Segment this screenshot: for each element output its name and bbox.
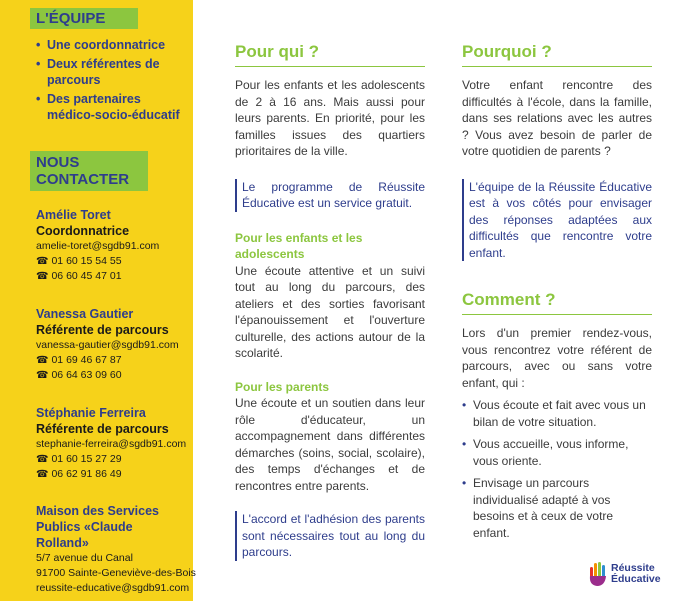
- contact-role: Coordonnatrice: [36, 224, 130, 238]
- divider: [235, 66, 425, 67]
- list-item: • Envisage un parcours individualisé adapté à vos besoins et à ceux de votre enfant.: [462, 475, 652, 541]
- address-name: Maison des Services Publics «Claude Rolland»: [36, 504, 159, 550]
- pourquoi-section: [462, 42, 652, 261]
- address-street: 5/7 avenue du Canal: [36, 552, 133, 564]
- contact-name: Stéphanie Ferreira: [36, 406, 146, 420]
- contact-phone[interactable]: ☎ 01 69 46 67 87: [36, 354, 122, 366]
- contact-mobile[interactable]: ☎ 06 62 91 86 49: [36, 468, 122, 480]
- comment-intro: Lors d'un premier rendez-vous, vous rencontrez votre référent de parcours, avec ou sans votre enfant, qui :: [462, 326, 652, 390]
- pour-qui-title: Pour qui ?: [235, 42, 320, 61]
- contact-email[interactable]: stephanie-ferreira@sgdb91.com: [36, 438, 187, 450]
- children-text: Une écoute attentive et un suivi tout au long du parcours, des ateliers et des sorties favorisant l'épanouissement et l'ouverture culturelle, des actions autour de la scolarité.: [235, 263, 425, 360]
- contact-email[interactable]: amelie-toret@sgdb91.com: [36, 240, 160, 252]
- hand-logo-icon: [588, 561, 608, 587]
- parents-note: L'accord et l'adhésion des parents sont nécessaires tout au long du parcours.: [235, 511, 425, 561]
- phone-icon: ☎: [36, 355, 49, 366]
- comment-list: [462, 397, 652, 541]
- phone-icon: ☎: [36, 370, 49, 381]
- list-item: • Une coordonnatrice: [36, 37, 186, 53]
- contact-role: Référente de parcours: [36, 422, 169, 436]
- comment-title: Comment ?: [462, 290, 556, 309]
- divider: [462, 314, 652, 315]
- pourquoi-note: L'équipe de la Réussite Éducative est à vos côtés pour envisager des réponses adaptées aux difficultés que rencontre votre enfant.: [462, 179, 652, 262]
- pour-qui-intro: Pour les enfants et les adolescents de 2 à 16 ans. Mais aussi pour leurs parents. En priorité, pour les familles issues des quartiers prioritaires de la ville.: [235, 78, 425, 158]
- contact-heading: NOUS CONTACTER: [30, 151, 148, 191]
- contact-card: [36, 207, 191, 284]
- contact-card: [36, 405, 191, 482]
- pour-qui-note: Le programme de Réussite Éducative est un service gratuit.: [235, 179, 425, 212]
- reussite-educative-logo: [588, 559, 688, 591]
- phone-icon: ☎: [36, 271, 49, 282]
- contact-phone[interactable]: ☎ 01 60 15 27 29: [36, 453, 122, 465]
- parents-title: Pour les parents: [235, 379, 330, 394]
- contact-card: [36, 306, 191, 383]
- list-item: • Vous écoute et fait avec vous un bilan de votre situation.: [462, 397, 652, 430]
- list-item: • Vous accueille, vous informe, vous oriente.: [462, 436, 652, 469]
- comment-section: [462, 290, 652, 547]
- address-email[interactable]: reussite-educative@sgdb91.com: [36, 582, 190, 594]
- contact-mobile[interactable]: ☎ 06 60 45 47 01: [36, 270, 122, 282]
- contact-phone[interactable]: ☎ 01 60 15 54 55: [36, 255, 122, 267]
- phone-icon: ☎: [36, 469, 49, 480]
- pourquoi-title: Pourquoi ?: [462, 42, 552, 61]
- divider: [462, 66, 652, 67]
- phone-icon: ☎: [36, 256, 49, 267]
- team-list: [36, 37, 186, 126]
- contact-name: Vanessa Gautier: [36, 307, 134, 321]
- address-block: [36, 503, 196, 596]
- children-title: Pour les enfants et les adolescents: [235, 230, 363, 261]
- list-item: • Des partenaires médico-socio-éducatif: [36, 91, 186, 123]
- contact-email[interactable]: vanessa-gautier@sgdb91.com: [36, 339, 179, 351]
- address-city: 91700 Sainte-Geneviève-des-Bois: [36, 567, 196, 579]
- pour-qui-section: [235, 42, 425, 561]
- list-item: • Deux référentes de parcours: [36, 56, 186, 88]
- contact-role: Référente de parcours: [36, 323, 169, 337]
- pourquoi-text: Votre enfant rencontre des difficultés à l'école, dans la famille, dans ses relations avec les autres ? Vous avez besoin de parler de votre quotidien de parents ?: [462, 78, 652, 158]
- team-heading: L'ÉQUIPE: [30, 8, 138, 29]
- contact-mobile[interactable]: ☎ 06 64 63 09 60: [36, 369, 122, 381]
- phone-icon: ☎: [36, 454, 49, 465]
- contact-name: Amélie Toret: [36, 208, 111, 222]
- sidebar: [0, 0, 196, 601]
- parents-text: Une écoute et un soutien dans leur rôle d'éducateur, un accompagnement dans différentes démarches (soins, social, scolaire), des temps d'échanges et de rencontres entre parents.: [235, 396, 425, 493]
- logo-text: Réussite Éducative: [611, 562, 661, 585]
